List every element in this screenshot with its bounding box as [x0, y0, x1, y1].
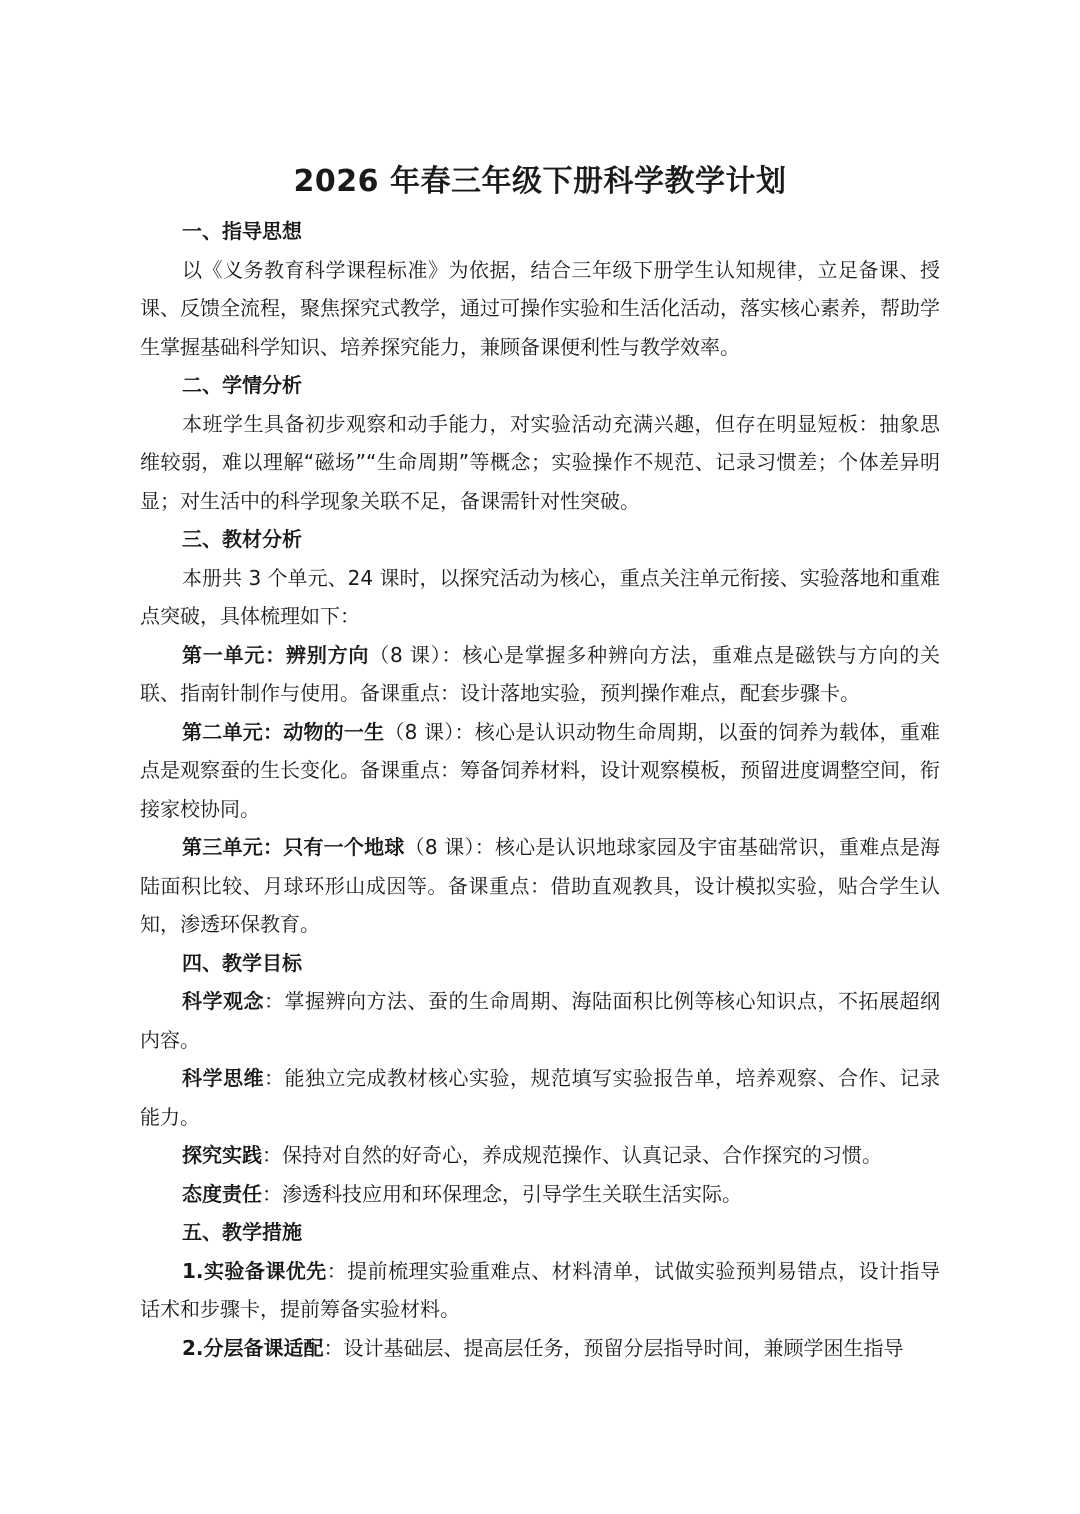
paragraph-text: 以《义务教育科学课程标准》为依据，结合三年级下册学生认知规律，立足备课、授课、反馈全流程，聚焦探究式教学，通过可操作实验和生活化活动，落实核心素养，帮助学生掌握基础科学知识、培养探究能力，兼顾备课便利性与教学效率。 — [140, 257, 940, 359]
goal-paragraph — [140, 1175, 940, 1214]
goal-paragraph — [140, 1136, 940, 1175]
unit-paragraph — [140, 828, 940, 944]
section-student-analysis — [140, 366, 940, 520]
document-page — [140, 160, 940, 1367]
paragraph-text: （8 课）：核心是认识地球家园及宇宙基础常识，重难点是海陆面积比较、月球环形山成因等。备课重点：借助直观教具，设计模拟实验，贴合学生认知，渗透环保教育。 — [140, 835, 940, 936]
paragraph-text: ：掌握辨向方法、蚕的生命周期、海陆面积比例等核心知识点，不拓展超纲内容。 — [140, 989, 940, 1052]
paragraph-text: ：提前梳理实验重难点、材料清单，试做实验预判易错点，设计指导话术和步骤卡，提前筹备实验材料。 — [140, 1258, 941, 1321]
section-teaching-measures — [140, 1213, 940, 1367]
section-guiding-thought — [140, 212, 940, 366]
paragraph-lead: 探究实践 — [182, 1143, 262, 1167]
paragraph-lead: 科学思维 — [182, 1066, 264, 1090]
document-title: 2026 年春三年级下册科学教学计划 — [293, 164, 787, 199]
paragraph-text: 本册共 3 个单元、24 课时，以探究活动为核心，重点关注单元衔接、实验落地和重难点突破，具体梳理如下： — [140, 565, 940, 628]
paragraph-lead: 1.实验备课优先 — [182, 1258, 327, 1283]
measure-paragraph — [140, 1252, 940, 1329]
paragraph-text: ：设计基础层、提高层任务，预留分层指导时间，兼顾学困生指导 — [323, 1335, 904, 1360]
section-heading: 三、教材分析 — [182, 527, 302, 551]
paragraph-text: 本班学生具备初步观察和动手能力，对实验活动充满兴趣，但存在明显短板：抽象思维较弱，难以理解“磁场”“生命周期”等概念；实验操作不规范、记录习惯差；个体差异明显；对生活中的科学现象关联不足，备课需针对性突破。 — [140, 411, 940, 513]
section-heading: 二、学情分析 — [182, 373, 302, 397]
paragraph-text: ：保持对自然的好奇心，养成规范操作、认真记录、合作探究的习惯。 — [262, 1143, 882, 1167]
paragraph-lead: 第二单元：动物的一生 — [182, 719, 385, 744]
section-heading: 五、教学措施 — [182, 1220, 302, 1244]
paragraph-lead: 第一单元：辨别方向 — [182, 642, 370, 667]
paragraph — [140, 251, 940, 367]
goal-paragraph — [140, 1059, 940, 1136]
section-heading: 一、指导思想 — [182, 219, 302, 243]
section-teaching-goals — [140, 944, 940, 1214]
paragraph — [140, 405, 940, 521]
paragraph-lead: 2.分层备课适配 — [182, 1335, 324, 1360]
paragraph — [140, 559, 940, 636]
paragraph-lead: 态度责任 — [182, 1181, 262, 1206]
section-heading: 四、教学目标 — [182, 950, 302, 975]
measure-paragraph — [140, 1329, 940, 1368]
paragraph-lead: 科学观念 — [182, 989, 264, 1013]
section-textbook-analysis — [140, 520, 940, 944]
paragraph-text: ：渗透科技应用和环保理念，引导学生关联生活实际。 — [262, 1181, 742, 1206]
paragraph-text: （8 课）：核心是认识动物生命周期，以蚕的饲养为载体，重难点是观察蚕的生长变化。备课重点：筹备饲养材料，设计观察模板，预留进度调整空间，衔接家校协同。 — [140, 719, 941, 821]
paragraph-text: ：能独立完成教材核心实验，规范填写实验报告单，培养观察、合作、记录能力。 — [140, 1066, 940, 1129]
paragraph-lead: 第三单元：只有一个地球 — [182, 835, 405, 859]
goal-paragraph — [140, 982, 940, 1059]
unit-paragraph — [140, 713, 940, 829]
paragraph-text: （8 课）：核心是掌握多种辨向方法，重难点是磁铁与方向的关联、指南针制作与使用。备课重点：设计落地实验，预判操作难点，配套步骤卡。 — [140, 642, 940, 705]
unit-paragraph — [140, 636, 940, 713]
